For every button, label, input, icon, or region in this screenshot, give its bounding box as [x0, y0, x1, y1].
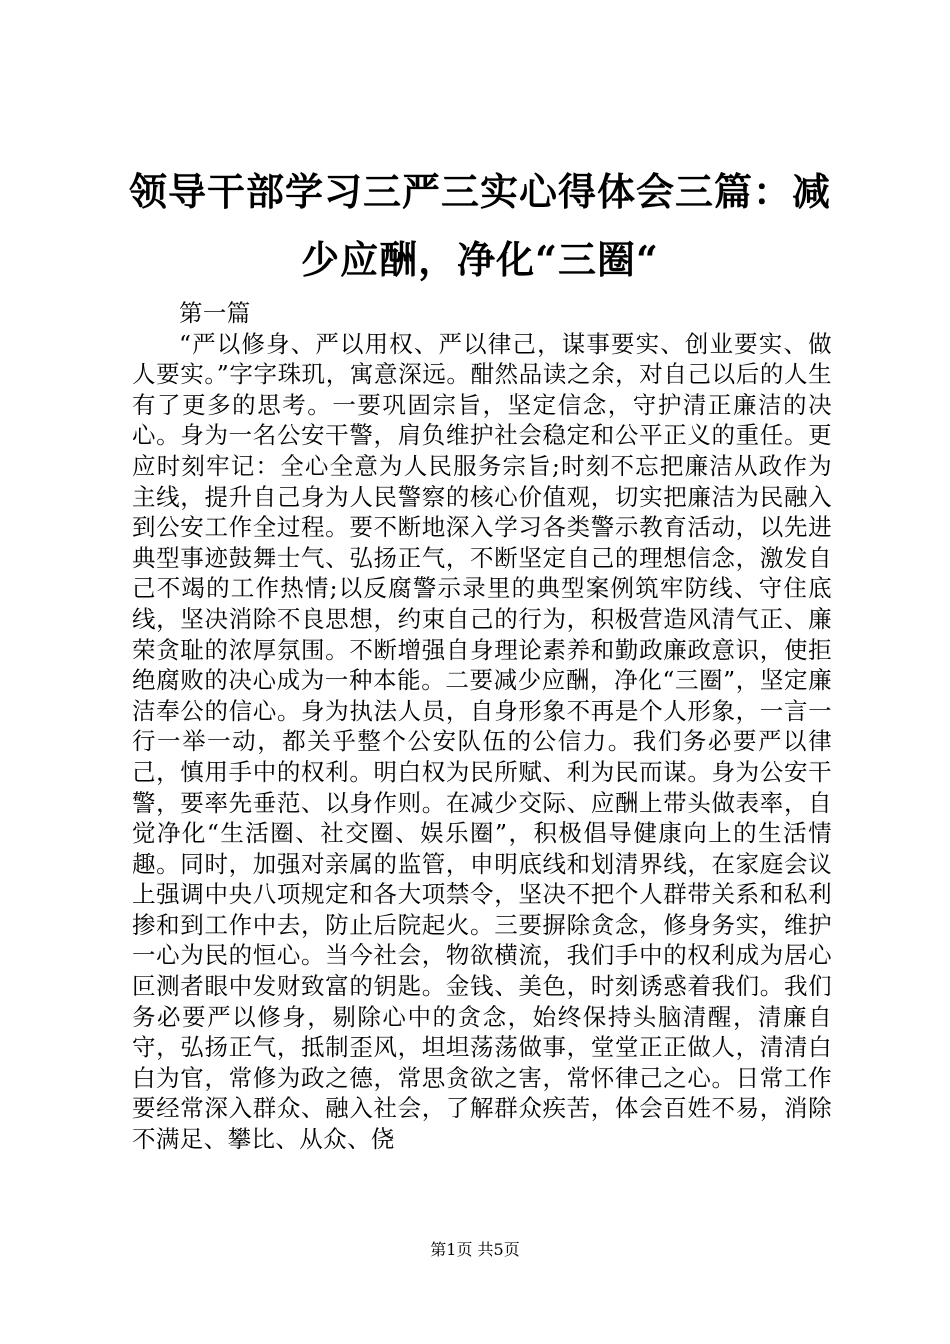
body-paragraph: “严以修身、严以用权、严以律己，谋事要实、创业要实、做人要实。”字字珠玑，寓意深远。酣然品读之余，对自己以后的人生有了更多的思考。一要巩固宗旨，坚定信念，守护清正廉洁的决心。身为一名公安干警，肩负维护社会稳定和公平正义的重任。更应时刻牢记：全心全意为人民服务宗旨;时刻不忘把廉洁从政作为主线，提升自己身为人民警察的核心价值观，切实把廉洁为民融入到公安工作全过程。要不断地深入学习各类警示教育活动，以先进典型事迹鼓舞士气、弘扬正气，不断坚定自己的理想信念，激发自己不竭的工作热情;以反腐警示录里的典型案例筑牢防线、守住底线，坚决消除不良思想，约束自己的行为，积极营造风清气正、廉荣贪耻的浓厚氛围。不断增强自身理论素养和勤政廉政意识，使拒绝腐败的决心成为一种本能。二要减少应酬，净化“三圈”，坚定廉洁奉公的信心。身为执法人员，自身形象不再是个人形象，一言一行一举一动，都关乎整个公安队伍的公信力。我们务必要严以律己，慎用手中的权利。明白权为民所赋、利为民而谋。身为公安干警，要率先垂范、以身作则。在减少交际、应酬上带头做表率，自觉净化“生活圈、社交圈、娱乐圈”，积极倡导健康向上的生活情趣。同时，加强对亲属的监管，申明底线和划清界线，在家庭会议上强调中央八项规定和各大项禁令，坚决不把个人群带关系和私利掺和到工作中去，防止后院起火。三要摒除贪念，修身务实，维护一心为民的恒心。当今社会，物欲横流，我们手中的权利成为居心叵测者眼中发财致富的钥匙。金钱、美色，时刻诱惑着我们。我们务必要严以修身，剔除心中的贪念，始终保持头脑清醒，清廉自守，弘扬正气，抵制歪风，坦坦荡荡做事，堂堂正正做人，清清白白为官，常修为政之德，常思贪欲之害，常怀律己之心。日常工作要经常深入群众、融入社会，了解群众疾苦，体会百姓不易，消除不满足、攀比、从众、侥 [132, 329, 832, 1154]
document-body [132, 298, 832, 1155]
page-footer: 第1页 共5页 [430, 1240, 520, 1259]
document-title: 领导干部学习三严三实心得体会三篇：减少应酬，净化“三圈“ [128, 169, 831, 282]
section-heading: 第一篇 [179, 299, 251, 327]
